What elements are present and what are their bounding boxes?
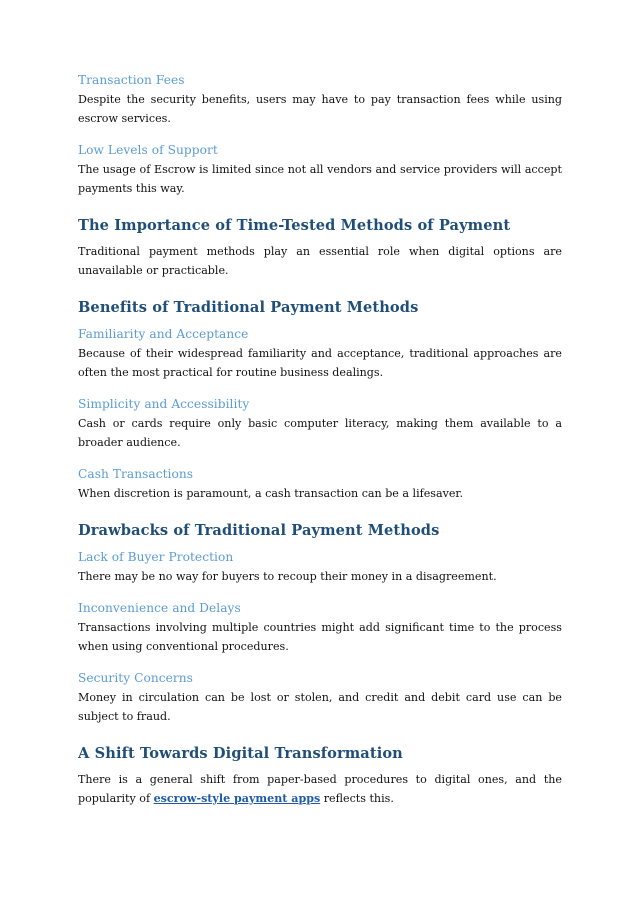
paragraph-shift-text-after: reflects this. (320, 792, 394, 805)
subheading-cash: Cash Transactions (78, 467, 194, 481)
document-page (78, 72, 562, 808)
subheading-low-support: Low Levels of Support (78, 143, 218, 157)
subheading-transaction-fees: Transaction Fees (78, 73, 185, 87)
escrow-apps-link[interactable]: escrow-style payment apps (153, 792, 321, 805)
subheading-familiarity: Familiarity and Acceptance (78, 327, 249, 341)
heading-shift: A Shift Towards Digital Transformation (78, 745, 403, 762)
paragraph-cash: When discretion is paramount, a cash transaction can be a lifesaver. (78, 487, 464, 500)
paragraph-buyer-protection: There may be no way for buyers to recoup their money in a disagreement. (78, 570, 497, 583)
heading-benefits: Benefits of Traditional Payment Methods (78, 299, 419, 316)
subheading-simplicity: Simplicity and Accessibility (78, 397, 250, 411)
subheading-delays: Inconvenience and Delays (78, 601, 241, 615)
paragraph-delays: Transactions involving multiple countries might add significant time to the process when using conventional procedures. (78, 621, 562, 653)
paragraph-shift (78, 770, 562, 808)
paragraph-transaction-fees: Despite the security benefits, users may have to pay transaction fees while using escrow services. (78, 93, 562, 125)
subheading-buyer-protection: Lack of Buyer Protection (78, 550, 234, 564)
heading-drawbacks: Drawbacks of Traditional Payment Methods (78, 522, 440, 539)
paragraph-familiarity: Because of their widespread familiarity and acceptance, traditional approaches are often the most practical for routine business dealings. (78, 347, 562, 379)
paragraph-low-support: The usage of Escrow is limited since not all vendors and service providers will accept payments this way. (78, 163, 562, 195)
paragraph-security: Money in circulation can be lost or stolen, and credit and debit card use can be subject to fraud. (78, 691, 562, 723)
paragraph-shift-text-before: There is a general shift from paper-based procedures to digital ones, and the popularity of (78, 773, 562, 805)
heading-importance: The Importance of Time-Tested Methods of Payment (78, 217, 511, 234)
paragraph-importance: Traditional payment methods play an essential role when digital options are unavailable or practicable. (78, 245, 562, 277)
paragraph-simplicity: Cash or cards require only basic computer literacy, making them available to a broader audience. (78, 417, 562, 449)
subheading-security: Security Concerns (78, 671, 193, 685)
